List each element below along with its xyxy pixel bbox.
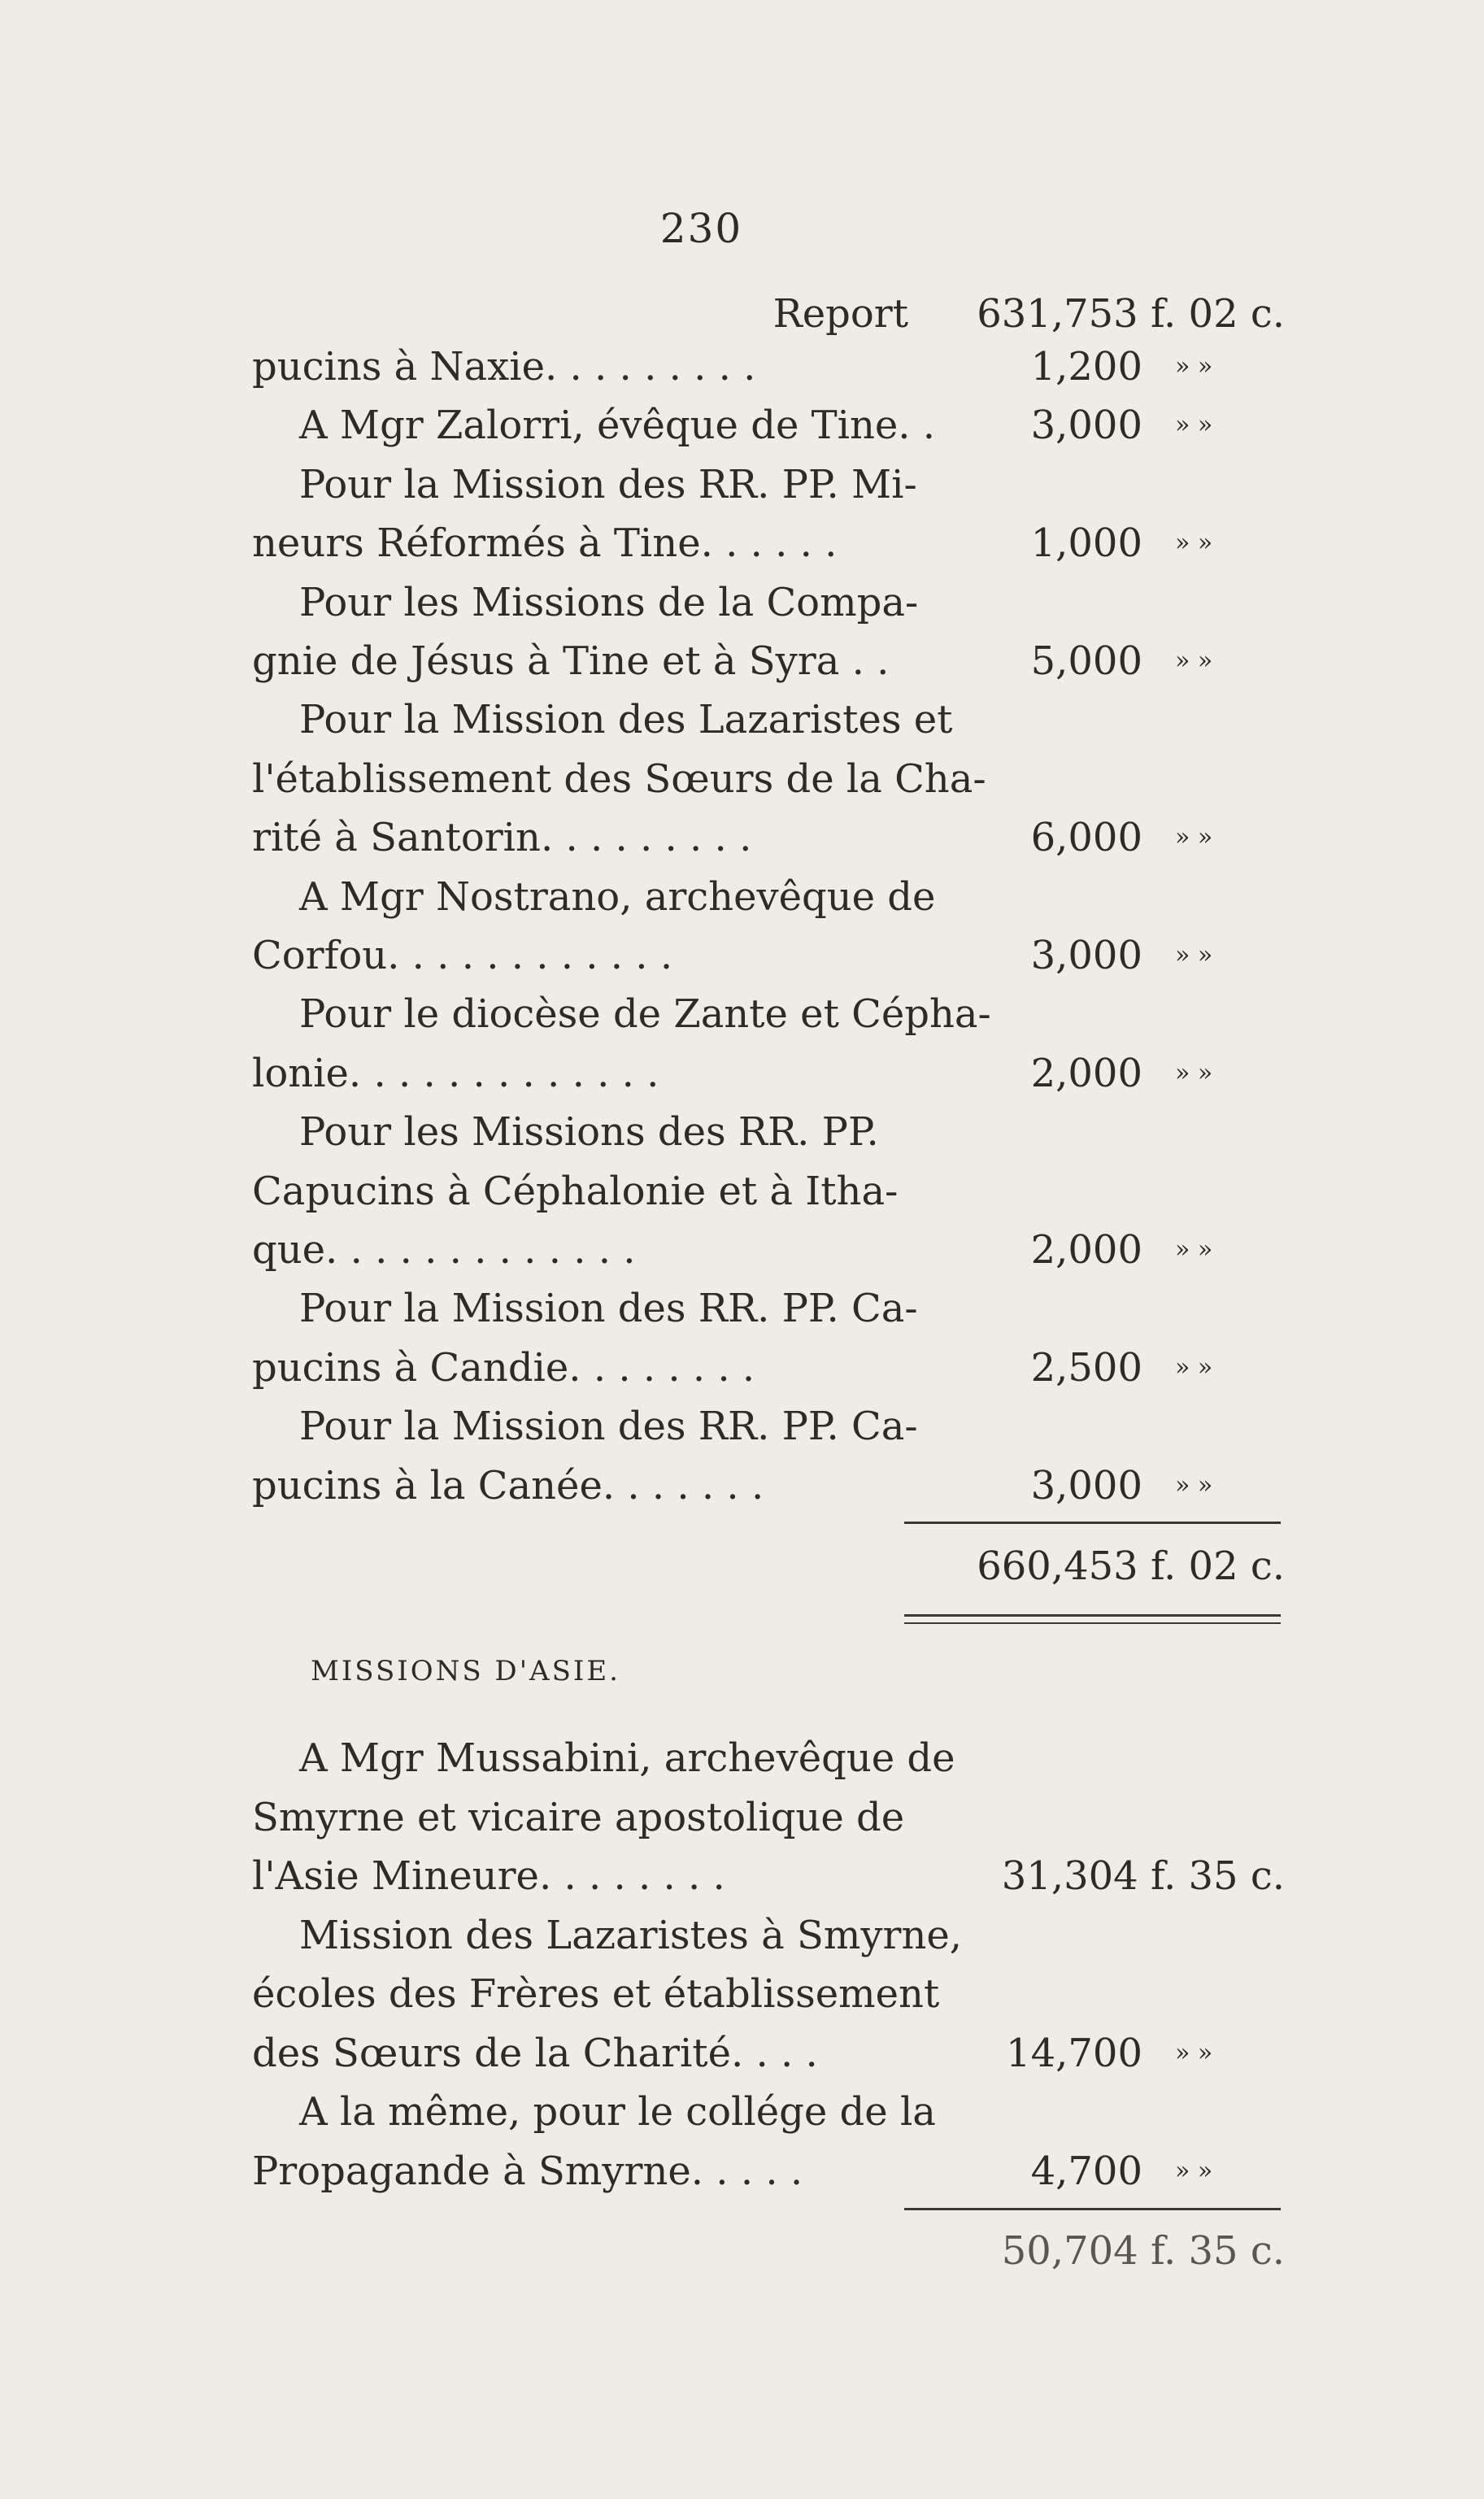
entry-line: [0, 750, 1484, 808]
entry-text: lonie. . . . . . . . . . . . .: [252, 1050, 659, 1096]
entry-line: [0, 514, 1484, 573]
entry-text: rité à Santorin. . . . . . . . .: [252, 815, 752, 861]
entry-text: Mission des Lazaristes à Smyrne,: [299, 1912, 963, 1958]
entry-text: que. . . . . . . . . . . . .: [252, 1227, 636, 1273]
entry-line: [0, 1339, 1484, 1397]
entry-line: [0, 1279, 1484, 1338]
entry-text: neurs Réformés à Tine. . . . . .: [252, 520, 838, 567]
entry-line: [0, 2142, 1484, 2201]
entry-amount: 5,000: [1030, 638, 1142, 684]
entry-amount: 14,700: [1006, 2030, 1142, 2076]
page-number: 230: [659, 205, 743, 252]
total-line-1: [0, 1537, 1484, 1596]
total-rule-top: [904, 1522, 1281, 1524]
total-line-2: [0, 2222, 1484, 2280]
double-rule-b: [904, 1622, 1281, 1624]
double-rule-a: [904, 1614, 1281, 1617]
entry-amount: 2,000: [1030, 1227, 1142, 1273]
entry-text: des Sœurs de la Charité. . . .: [252, 2030, 818, 2076]
entry-text: écoles des Frères et établissement: [252, 1971, 940, 2017]
entry-line: [0, 690, 1484, 749]
entry-line: [0, 808, 1484, 867]
entry-amount: 1,200: [1030, 344, 1142, 390]
entry-text: Pour la Mission des RR. PP. Ca-: [299, 1286, 918, 1332]
entry-text: Pour la Mission des Lazaristes et: [299, 697, 953, 743]
entry-amount: 2,500: [1030, 1344, 1142, 1391]
entry-text: Pour le diocèse de Zante et Cépha-: [299, 991, 991, 1038]
section-heading: MISSIONS D'ASIE.: [311, 1655, 620, 1687]
entry-line: [0, 2083, 1484, 2141]
entry-line: [0, 1847, 1484, 1905]
entry-text: l'Asie Mineure. . . . . . . .: [252, 1853, 725, 1899]
entry-suffix: » »: [1175, 411, 1213, 440]
entry-amount: 2,000: [1030, 1050, 1142, 1096]
entry-text: Corfou. . . . . . . . . . . .: [252, 933, 673, 978]
entry-line: [0, 573, 1484, 632]
entry-line: [0, 2024, 1484, 2083]
entry-amount: 4,700: [1030, 2148, 1142, 2194]
entry-text: gnie de Jésus à Tine et à Syra . .: [252, 638, 890, 684]
entry-text: Pour la Mission des RR. PP. Ca-: [299, 1404, 918, 1450]
entry-text: pucins à Candie. . . . . . . .: [252, 1344, 755, 1391]
entry-suffix: » »: [1175, 1235, 1213, 1264]
total-amount-1: 660,453 f. 02 c.: [977, 1543, 1285, 1589]
total-rule-2: [904, 2208, 1281, 2210]
entry-line: [0, 868, 1484, 926]
entry-text: A Mgr Zalorri, évêque de Tine. .: [299, 403, 936, 449]
entry-suffix: » »: [1175, 352, 1213, 381]
entry-text: A la même, pour le collége de la: [299, 2089, 936, 2135]
entry-suffix: » »: [1175, 941, 1213, 969]
entry-text: Pour les Missions des RR. PP.: [299, 1109, 879, 1156]
entry-line: [0, 1729, 1484, 1787]
entry-line: [0, 1397, 1484, 1456]
entry-line: [0, 1044, 1484, 1103]
entry-suffix: » »: [1175, 2038, 1213, 2067]
entry-line: [0, 1221, 1484, 1279]
entry-line: [0, 1906, 1484, 1965]
entry-suffix: » »: [1175, 823, 1213, 852]
entry-line: [0, 455, 1484, 514]
report-amount: 631,753 f. 02 c.: [977, 291, 1285, 337]
entry-text: pucins à la Canée. . . . . . .: [252, 1462, 764, 1509]
total-amount-2: 50,704 f. 35 c.: [1001, 2228, 1285, 2274]
entry-line: [0, 337, 1484, 396]
entry-line: [0, 1456, 1484, 1515]
entry-line: [0, 926, 1484, 985]
entry-text: Capucins à Céphalonie et à Itha-: [252, 1168, 899, 1214]
entry-amount: 1,000: [1030, 520, 1142, 567]
entry-line: [0, 985, 1484, 1043]
entry-text: Smyrne et vicaire apostolique de: [252, 1794, 905, 1840]
entry-amount: 31,304 f. 35 c.: [1001, 1853, 1285, 1899]
entry-line: [0, 1162, 1484, 1221]
entry-amount: 3,000: [1030, 933, 1142, 978]
entry-suffix: » »: [1175, 1352, 1213, 1382]
entry-amount: 3,000: [1030, 1462, 1142, 1509]
entry-line: [0, 1965, 1484, 2023]
entry-text: A Mgr Mussabini, archevêque de: [299, 1735, 955, 1781]
entry-amount: 6,000: [1030, 815, 1142, 861]
entry-line: [0, 1103, 1484, 1161]
entry-suffix: » »: [1175, 1058, 1213, 1087]
entry-amount: 3,000: [1030, 403, 1142, 449]
entry-suffix: » »: [1175, 1470, 1213, 1500]
entry-line: [0, 1788, 1484, 1847]
entry-text: pucins à Naxie. . . . . . . . .: [252, 344, 756, 390]
entry-line: [0, 396, 1484, 455]
entry-text: Pour les Missions de la Compa-: [299, 579, 919, 625]
entry-suffix: » »: [1175, 529, 1213, 558]
entry-text: Pour la Mission des RR. PP. Mi-: [299, 461, 917, 507]
entry-text: l'établissement des Sœurs de la Cha-: [252, 755, 986, 802]
report-label: Report: [772, 291, 908, 337]
entry-text: Propagande à Smyrne. . . . .: [252, 2148, 803, 2194]
entry-line: [0, 632, 1484, 690]
entry-suffix: » »: [1175, 647, 1213, 675]
entry-text: A Mgr Nostrano, archevêque de: [299, 873, 936, 920]
report-line: [0, 285, 1484, 343]
entry-suffix: » »: [1175, 2156, 1213, 2185]
